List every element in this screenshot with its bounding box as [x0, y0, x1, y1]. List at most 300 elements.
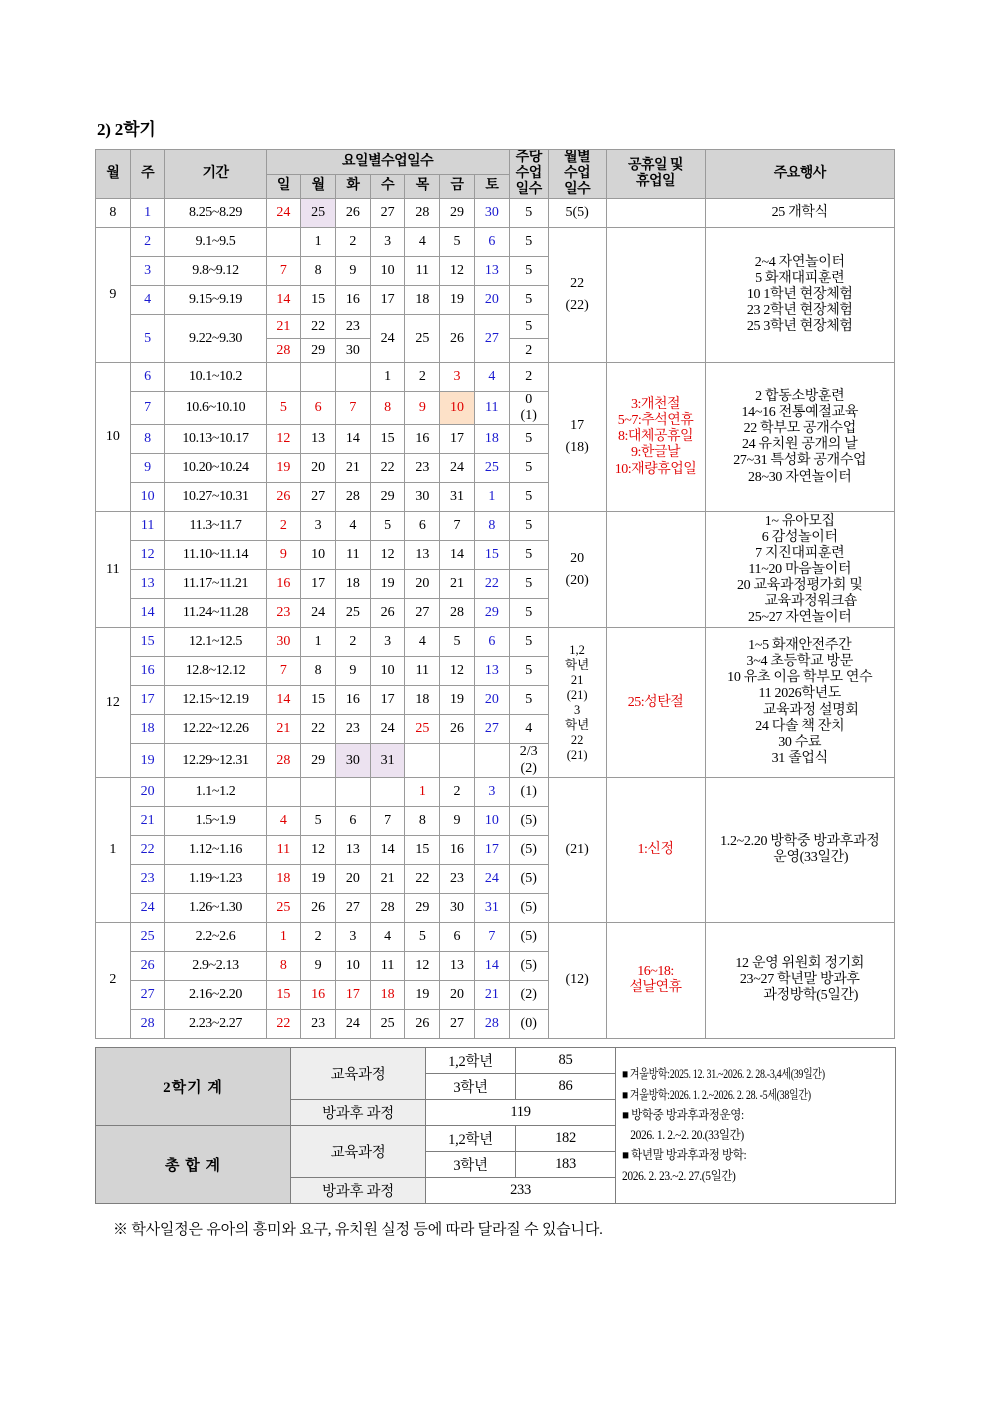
day-cell	[405, 744, 440, 777]
period-cell: 2.9~2.13	[165, 951, 266, 980]
day-cell: 27	[474, 315, 509, 363]
event-line: 25 개학식	[771, 205, 828, 221]
table-body	[96, 199, 895, 1038]
week-number: 27	[130, 980, 165, 1009]
page-title: 2) 2학기	[97, 120, 156, 139]
week-number: 6	[130, 363, 165, 392]
events-cell	[705, 199, 895, 228]
header-week: 주	[130, 150, 165, 199]
table-row	[96, 228, 895, 257]
day-cell: 1	[266, 922, 301, 951]
day-cell: 30	[335, 744, 370, 777]
day-cell: 7	[474, 922, 509, 951]
day-cell: 28	[474, 1009, 509, 1038]
day-cell: 28	[405, 199, 440, 228]
day-cell: 18	[370, 980, 405, 1009]
summary-curriculum-label: 교육과정	[291, 1047, 426, 1099]
day-cell	[440, 744, 475, 777]
day-cell: 15	[301, 686, 336, 715]
period-cell: 12.22~12.26	[165, 715, 266, 744]
event-line: 2 합동소방훈련	[755, 389, 845, 405]
day-cell: 29	[440, 199, 475, 228]
day-cell: 8	[405, 806, 440, 835]
day-cell: 10	[370, 657, 405, 686]
day-cell: 6	[474, 628, 509, 657]
day-cell	[266, 777, 301, 806]
day-cell: 6	[301, 392, 336, 425]
week-number: 10	[130, 483, 165, 512]
event-line: 25~27 자연놀이터	[748, 610, 852, 626]
day-cell: 31	[474, 893, 509, 922]
period-cell: 11.10~11.14	[165, 541, 266, 570]
event-line: 3~4 초등학교 방문	[746, 654, 853, 670]
weekly-count: (2)	[509, 980, 548, 1009]
day-cell: 9	[335, 257, 370, 286]
period-cell: 2.16~2.20	[165, 980, 266, 1009]
day-cell: 3	[474, 777, 509, 806]
weekly-count: (1)	[509, 777, 548, 806]
day-cell: 3	[335, 922, 370, 951]
day-cell: 13	[405, 541, 440, 570]
summary-semester-grade12-value: 85	[516, 1047, 616, 1073]
day-cell: 22	[370, 454, 405, 483]
holiday-line: 16~18:	[637, 964, 674, 980]
day-cell: 17	[370, 686, 405, 715]
weekly-count: 5	[509, 512, 548, 541]
week-number: 8	[130, 425, 165, 454]
event-line: 27~31 특성화 공개수업	[733, 453, 867, 469]
day-cell: 13	[474, 257, 509, 286]
day-cell: 30	[266, 628, 301, 657]
weekly-count: 5	[509, 541, 548, 570]
day-cell: 2	[405, 363, 440, 392]
weekly-count: (5)	[509, 922, 548, 951]
day-cell: 16	[440, 835, 475, 864]
day-cell: 4	[405, 228, 440, 257]
event-line: 1~ 유아모집	[764, 513, 835, 529]
day-cell: 22	[301, 715, 336, 744]
day-cell: 19	[266, 454, 301, 483]
month-cell: 12	[96, 628, 131, 777]
day-cell: 11	[405, 657, 440, 686]
day-cell	[370, 777, 405, 806]
period-cell: 1.1~1.2	[165, 777, 266, 806]
week-number: 19	[130, 744, 165, 777]
day-cell: 23	[335, 715, 370, 744]
week-number: 7	[130, 392, 165, 425]
day-cell: 14	[474, 951, 509, 980]
week-number: 20	[130, 777, 165, 806]
day-cell: 8	[370, 392, 405, 425]
day-cell: 29	[405, 893, 440, 922]
summary-total-afterschool-value: 233	[426, 1177, 616, 1203]
day-cell: 2	[335, 228, 370, 257]
day-cell: 8	[474, 512, 509, 541]
day-cell: 21	[474, 980, 509, 1009]
summary-total-grade3-label: 3학년	[426, 1151, 516, 1177]
holiday-cell	[606, 777, 705, 922]
day-cell: 2	[301, 922, 336, 951]
day-cell: 24	[266, 199, 301, 228]
month-cell: 11	[96, 512, 131, 628]
day-cell: 11	[266, 835, 301, 864]
weekly-count: 5	[509, 286, 548, 315]
events-cell	[705, 628, 895, 777]
monthly-count-cell: (21)	[548, 777, 606, 922]
day-cell: 10	[335, 951, 370, 980]
day-cell: 7	[335, 392, 370, 425]
weekly-count: (5)	[509, 893, 548, 922]
day-cell: 16	[266, 570, 301, 599]
day-cell: 26	[266, 483, 301, 512]
day-cell: 12	[440, 657, 475, 686]
holiday-cell	[606, 228, 705, 363]
day-cell: 9	[440, 806, 475, 835]
holiday-cell	[606, 512, 705, 628]
day-cell: 5	[440, 628, 475, 657]
holiday-line: 1:신정	[637, 841, 674, 857]
day-cell: 3	[370, 628, 405, 657]
table-row	[96, 628, 895, 657]
day-cell: 18	[335, 570, 370, 599]
period-cell: 12.8~12.12	[165, 657, 266, 686]
day-cell: 25	[474, 454, 509, 483]
event-line: 22 학부모 공개수업	[743, 421, 856, 437]
header-weekday-mon: 월	[301, 174, 336, 199]
weekly-count: (5)	[509, 835, 548, 864]
week-number: 18	[130, 715, 165, 744]
period-cell: 9.15~9.19	[165, 286, 266, 315]
day-cell: 21	[266, 715, 301, 744]
day-cell: 17	[301, 570, 336, 599]
weekly-count: (5)	[509, 806, 548, 835]
header-weekday-tue: 화	[335, 174, 370, 199]
summary-notes	[616, 1047, 896, 1203]
day-cell: 21	[335, 454, 370, 483]
weekly-count: (5)	[509, 864, 548, 893]
day-cell: 9	[301, 951, 336, 980]
day-cell: 19	[301, 864, 336, 893]
note-line: ■ 방학중 방과후과정운영:	[622, 1107, 744, 1122]
day-cell: 9	[335, 657, 370, 686]
day-cell: 4	[335, 512, 370, 541]
day-cell: 8	[301, 657, 336, 686]
weekly-count: 5	[509, 257, 548, 286]
day-cell: 23	[440, 864, 475, 893]
day-cell: 18	[405, 286, 440, 315]
period-cell: 1.12~1.16	[165, 835, 266, 864]
day-cell: 11	[474, 392, 509, 425]
header-weekday-group: 요일별수업일수	[266, 150, 509, 175]
day-cell: 10	[440, 392, 475, 425]
events-cell	[705, 363, 895, 512]
day-cell: 5	[301, 806, 336, 835]
day-cell: 18	[474, 425, 509, 454]
holiday-line: 9:한글날	[631, 445, 681, 461]
event-line: 1.2~2.20 방학중 방과후과정	[720, 833, 880, 849]
day-cell: 19	[440, 686, 475, 715]
period-cell: 10.6~10.10	[165, 392, 266, 425]
monthly-count-line: (21)	[566, 747, 588, 762]
day-cell: 3	[301, 512, 336, 541]
week-number: 12	[130, 541, 165, 570]
day-cell: 12	[405, 951, 440, 980]
header-month: 월	[96, 150, 131, 199]
monthly-count-line: 1,2	[569, 642, 585, 657]
header-weekday-sun: 일	[266, 174, 301, 199]
day-cell: 1	[474, 483, 509, 512]
day-cell: 4	[474, 363, 509, 392]
month-cell: 1	[96, 777, 131, 922]
day-cell: 26	[335, 199, 370, 228]
day-cell: 7	[266, 257, 301, 286]
table-row	[96, 922, 895, 951]
event-line: 28~30 자연놀이터	[748, 469, 852, 485]
period-cell: 10.27~10.31	[165, 483, 266, 512]
day-cell: 20	[335, 864, 370, 893]
day-cell: 17	[370, 286, 405, 315]
period-cell: 9.22~9.30	[165, 315, 266, 363]
academic-calendar-table	[95, 149, 895, 1039]
day-cell: 14	[266, 286, 301, 315]
week-number: 1	[130, 199, 165, 228]
day-cell: 24	[370, 315, 405, 363]
day-cell: 11	[335, 541, 370, 570]
event-line: 1~5 화재안전주간	[748, 638, 852, 654]
day-cell	[474, 744, 509, 777]
day-cell	[301, 363, 336, 392]
week-number: 21	[130, 806, 165, 835]
event-line: 11~20 마음놀이터	[748, 561, 852, 577]
day-cell: 30	[474, 199, 509, 228]
day-cell: 25	[335, 599, 370, 628]
holiday-cell	[606, 363, 705, 512]
month-cell: 8	[96, 199, 131, 228]
event-line: 과정방학(5일간)	[763, 988, 859, 1004]
period-cell: 12.15~12.19	[165, 686, 266, 715]
week-number: 2	[130, 228, 165, 257]
summary-total-label: 총 합 계	[96, 1125, 291, 1203]
monthly-count-cell: 20 (20)	[548, 512, 606, 628]
day-cell: 6	[474, 228, 509, 257]
summary-table	[95, 1047, 896, 1204]
weekly-count: (5)	[509, 951, 548, 980]
monthly-count-line: 3	[573, 702, 581, 717]
summary-total-afterschool-label: 방과후 과정	[291, 1177, 426, 1203]
holiday-line: 5~7:추석연휴	[617, 413, 694, 429]
week-number: 5	[130, 315, 165, 363]
day-cell: 13	[301, 425, 336, 454]
period-cell: 1.19~1.23	[165, 864, 266, 893]
period-cell: 1.5~1.9	[165, 806, 266, 835]
events-cell	[705, 512, 895, 628]
day-cell: 20	[474, 686, 509, 715]
event-line: 24 다솔 책 잔치	[755, 718, 845, 734]
day-cell: 1	[301, 228, 336, 257]
day-cell: 4	[370, 922, 405, 951]
day-cell: 17	[440, 425, 475, 454]
period-cell: 10.13~10.17	[165, 425, 266, 454]
period-cell: 8.25~8.29	[165, 199, 266, 228]
week-number: 4	[130, 286, 165, 315]
day-cell: 13	[335, 835, 370, 864]
day-cell: 16	[335, 686, 370, 715]
day-cell: 26	[370, 599, 405, 628]
monthly-count-cell	[548, 628, 606, 777]
week-number: 9	[130, 454, 165, 483]
day-cell: 5	[405, 922, 440, 951]
week-number: 24	[130, 893, 165, 922]
day-cell: 20	[301, 454, 336, 483]
day-cell: 24	[335, 1009, 370, 1038]
day-cell: 19	[440, 286, 475, 315]
weekly-count: 0 (1)	[509, 392, 548, 425]
day-cell: 31	[370, 744, 405, 777]
day-cell: 23	[266, 599, 301, 628]
weekly-count: 2	[509, 363, 548, 392]
day-cell: 16	[301, 980, 336, 1009]
day-cell: 28	[440, 599, 475, 628]
day-cell: 19	[405, 980, 440, 1009]
day-cell: 27	[474, 715, 509, 744]
day-cell: 29	[474, 599, 509, 628]
day-cell	[266, 228, 301, 257]
weekly-count: 5	[509, 686, 548, 715]
day-cell: 19	[370, 570, 405, 599]
event-line: 14~16 전통예절교육	[741, 405, 859, 421]
day-cell: 24	[474, 864, 509, 893]
day-cell: 7	[266, 657, 301, 686]
week-number: 11	[130, 512, 165, 541]
day-cell-split: 21 28	[266, 315, 301, 363]
day-cell: 12	[266, 425, 301, 454]
event-line: 23 2학년 현장체험	[746, 303, 853, 319]
day-cell: 28	[335, 483, 370, 512]
event-line: 교육과정 설명회	[762, 702, 859, 718]
event-line: 10 1학년 현장체험	[746, 287, 853, 303]
event-line: 5 화재대피훈련	[755, 271, 845, 287]
holiday-cell	[606, 922, 705, 1038]
weekly-count: 2/3 (2)	[509, 744, 548, 777]
week-number: 16	[130, 657, 165, 686]
header-weekday-sat: 토	[474, 174, 509, 199]
header-weekday-thu: 목	[405, 174, 440, 199]
day-cell: 24	[301, 599, 336, 628]
day-cell: 5	[370, 512, 405, 541]
day-cell: 27	[301, 483, 336, 512]
day-cell: 30	[440, 893, 475, 922]
note-line: 2026. 2. 23.~2. 27.(5일간)	[622, 1168, 736, 1183]
weekly-count: 5	[509, 628, 548, 657]
day-cell: 12	[301, 835, 336, 864]
day-cell: 2	[266, 512, 301, 541]
day-cell	[335, 363, 370, 392]
monthly-count-cell: 22 (22)	[548, 228, 606, 363]
day-cell: 9	[266, 541, 301, 570]
week-number: 23	[130, 864, 165, 893]
table-row	[96, 199, 895, 228]
day-cell: 6	[335, 806, 370, 835]
header-events: 주요행사	[705, 150, 895, 199]
header-holidays: 공휴일 및 휴업일	[606, 150, 705, 199]
summary-semester-grade3-value: 86	[516, 1073, 616, 1099]
day-cell: 10	[301, 541, 336, 570]
day-cell: 26	[301, 893, 336, 922]
day-cell: 14	[335, 425, 370, 454]
day-cell: 15	[301, 286, 336, 315]
event-line: 7 지진대피훈련	[755, 545, 845, 561]
summary-semester-grade12-label: 1,2학년	[426, 1047, 516, 1073]
weekly-count: 5	[509, 454, 548, 483]
day-cell: 25	[405, 715, 440, 744]
monthly-count-cell: 5(5)	[548, 199, 606, 228]
month-cell: 2	[96, 922, 131, 1038]
day-cell: 9	[405, 392, 440, 425]
day-cell: 22	[266, 1009, 301, 1038]
event-line: 운영(33일간)	[773, 849, 849, 865]
week-number: 22	[130, 835, 165, 864]
day-cell: 1	[405, 777, 440, 806]
table-row	[96, 777, 895, 806]
events-cell	[705, 777, 895, 922]
day-cell: 5	[440, 228, 475, 257]
period-cell: 1.26~1.30	[165, 893, 266, 922]
day-cell: 31	[440, 483, 475, 512]
event-line: 10 유초 이음 학부모 연수	[727, 670, 873, 686]
day-cell: 23	[405, 454, 440, 483]
event-line: 11 2026학년도	[758, 686, 842, 702]
week-number: 17	[130, 686, 165, 715]
day-cell: 28	[370, 893, 405, 922]
summary-afterschool-label: 방과후 과정	[291, 1099, 426, 1125]
weekly-count-split: 5 2	[509, 315, 548, 363]
weekly-count: 5	[509, 228, 548, 257]
summary-semester-afterschool-value: 119	[426, 1099, 616, 1125]
monthly-count-cell: 17 (18)	[548, 363, 606, 512]
day-cell: 21	[370, 864, 405, 893]
day-cell: 7	[440, 512, 475, 541]
day-cell: 8	[301, 257, 336, 286]
table-row	[96, 363, 895, 392]
weekly-count: (0)	[509, 1009, 548, 1038]
note-line: 2026. 1. 2.~2. 20.(33일간)	[630, 1128, 744, 1143]
day-cell: 17	[335, 980, 370, 1009]
day-cell: 25	[370, 1009, 405, 1038]
day-cell: 18	[266, 864, 301, 893]
day-cell: 15	[266, 980, 301, 1009]
holiday-line: 10:재량휴업일	[614, 461, 697, 477]
week-number: 3	[130, 257, 165, 286]
weekly-count: 5	[509, 657, 548, 686]
week-number: 15	[130, 628, 165, 657]
day-cell: 11	[405, 257, 440, 286]
week-number: 13	[130, 570, 165, 599]
day-cell: 22	[474, 570, 509, 599]
weekly-count: 5	[509, 483, 548, 512]
day-cell: 21	[440, 570, 475, 599]
day-cell	[335, 777, 370, 806]
event-line: 2~4 자연놀이터	[754, 255, 845, 271]
day-cell-split: 22 29	[301, 315, 336, 363]
day-cell: 5	[266, 392, 301, 425]
event-line: 30 수료	[778, 734, 822, 750]
period-cell: 10.1~10.2	[165, 363, 266, 392]
day-cell: 12	[440, 257, 475, 286]
day-cell: 1	[301, 628, 336, 657]
day-cell: 15	[405, 835, 440, 864]
period-cell: 2.2~2.6	[165, 922, 266, 951]
summary-total-curriculum-label: 교육과정	[291, 1125, 426, 1177]
